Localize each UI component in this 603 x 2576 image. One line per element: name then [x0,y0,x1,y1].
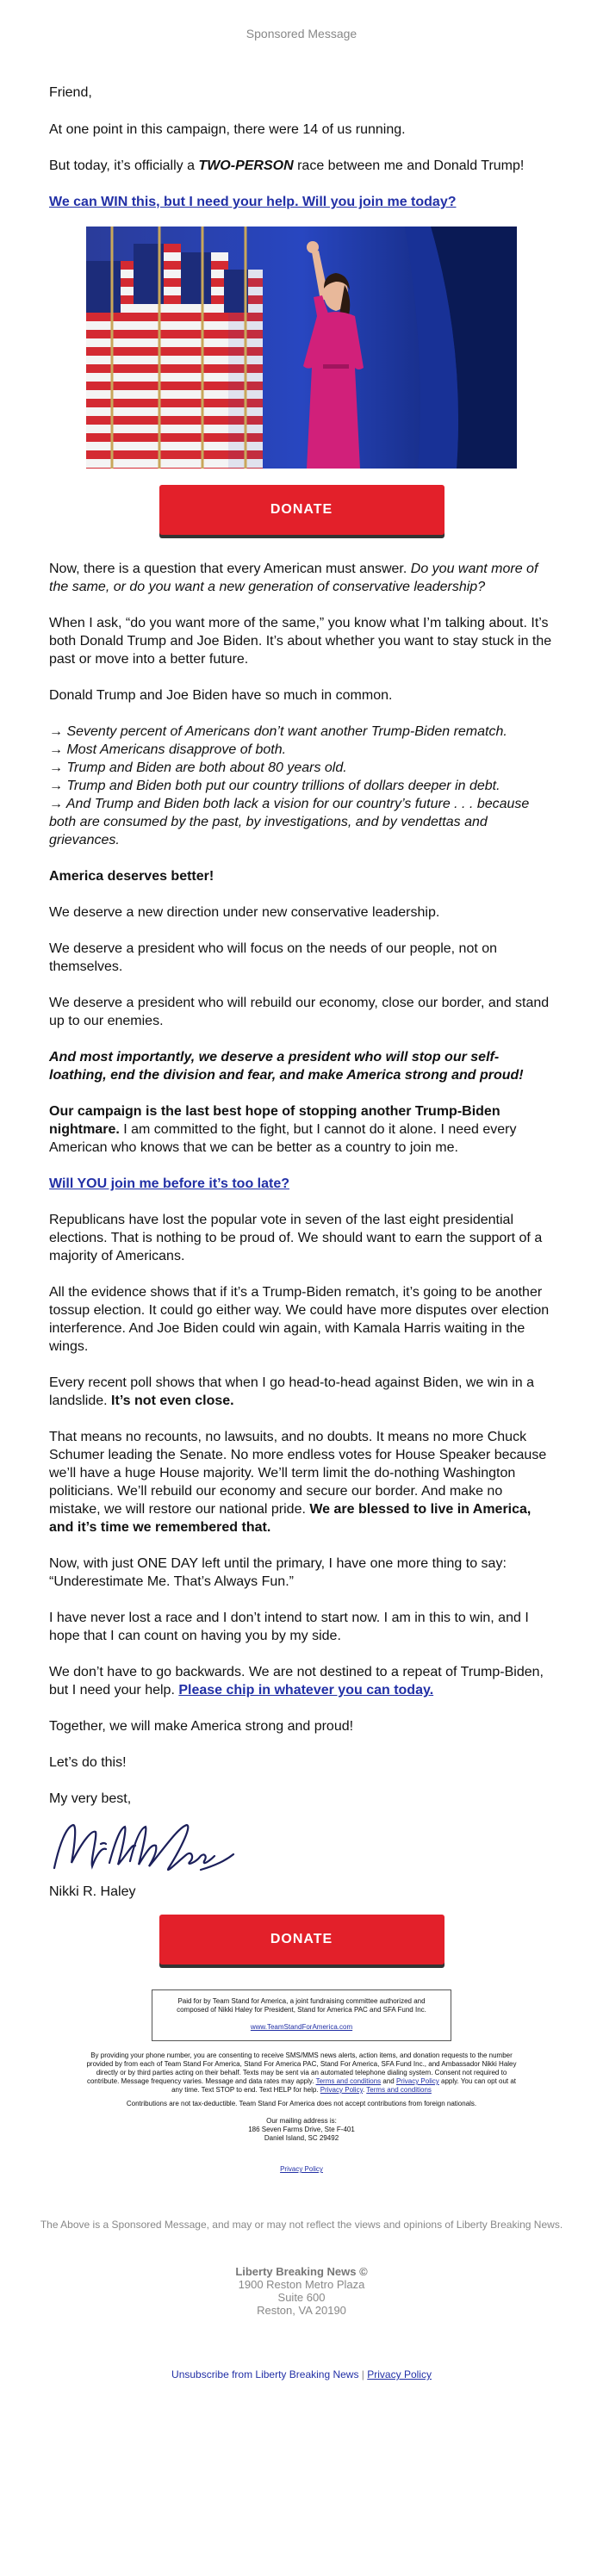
contributions-note: Contributions are not tax-deductible. Team Stand For America does not accept contributions from foreign nationals. [126,2100,477,2107]
paragraph: Now, there is a question that every American must answer. Do you want more of the same, or do you want a new generation of conservative leadership? [49,562,538,594]
paragraph: We deserve a president who will focus on the needs of our people, not on themselves. [49,941,498,974]
mailing-address: Our mailing address is: 186 Seven Farms Drive, Ste F-401 Daniel Island, SC 29492 [248,2117,355,2142]
privacy-link[interactable]: Privacy Policy [320,2086,363,2094]
bullet-item: → And Trump and Biden both lack a vision for our country’s future . . . because both are consumed by the past, by investigations, and by vendettas and grievances. [49,797,530,847]
paid-for-box [152,1989,451,2041]
privacy-policy-link[interactable]: Privacy Policy [280,2165,323,2173]
paragraph: All the evidence shows that if it’s a Trump-Biden rematch, it’s going to be another tossup election. It could go either way. We could have more disputes over election interference. And Joe Biden could win again, with Kamala Harris waiting in the wings. [49,1285,550,1354]
donate-button[interactable]: DONATE [159,1915,444,1965]
signature-name: Nikki R. Haley [49,1884,136,1899]
bullet-item: → Trump and Biden are both about 80 years old. [49,760,347,775]
paid-for-link[interactable]: www.TeamStandForAmerica.com [250,2023,353,2031]
terms-link[interactable]: Terms and conditions [366,2086,432,2094]
paragraph: Republicans have lost the popular vote in seven of the last eight presidential elections. That is nothing to be proud of. We should want to earn the support of a majority of Americans. [49,1213,543,1263]
company-address-line: Suite 600 [277,2291,326,2304]
privacy-link[interactable]: Privacy Policy [395,2077,439,2085]
paragraph: Donald Trump and Joe Biden have so much in common. [49,688,393,703]
footer-privacy-link[interactable]: Privacy Policy [367,2368,432,2380]
consent-text: By providing your phone number, you are consenting to receive SMS/MMS news alerts, action items, and donation requests to the number provided by from each of Team Stand For America, Stand For America PAC, Stand For America, SFA Fund Inc., and Ambassador Nikki Haley directly or by third parties acting on their behalf. Texts may be sent via an automated telephone dialing system. Consent not required to contribute. Message frequency varies. Message and data rates may apply. Terms and conditions and Privacy Policy apply. You can opt out at any time. Text STOP to end. Text HELP for help. Privacy Policy. Terms and conditions [86,2051,517,2094]
donate-button[interactable]: DONATE [159,485,444,535]
paragraph: Let’s do this! [49,1755,127,1770]
haley-stage-photo [86,227,517,469]
company-address-line: 1900 Reston Metro Plaza [238,2278,365,2291]
join-link[interactable]: Will YOU join me before it’s too late? [49,1176,289,1191]
paragraph: But today, it’s officially a TWO-PERSON race between me and Donald Trump! [49,158,525,173]
paragraph: Now, with just ONE DAY left until the primary, I have one more thing to say: “Underestimate Me. That’s Always Fun.” [49,1556,507,1589]
join-link[interactable]: We can WIN this, but I need your help. Will you join me today? [49,195,457,209]
paragraph: America deserves better! [49,869,214,884]
terms-link[interactable]: Terms and conditions [315,2077,382,2085]
paragraph: We don’t have to go backwards. We are not destined to a repeat of Trump-Biden, but I need your help. Please chip in whatever you can today. [49,1665,544,1698]
chip-in-link[interactable]: Please chip in whatever you can today. [178,1683,434,1698]
signature [49,1818,554,1883]
paragraph: That means no recounts, no lawsuits, and no doubts. It means no more Chuck Schumer leading the Senate. No more endless votes for House Speaker because we’ll have a huge House majority. We’ll term limit the do-nothing Washington politicians. We’ll rebuild our economy and secure our border. And make no mistake, we will restore our national pride. We are blessed to live in America, and it’s time we remembered that. [49,1430,547,1535]
bullet-item: → Trump and Biden both put our country trillions of dollars deeper in debt. [49,779,500,793]
paragraph: And most importantly, we deserve a president who will stop our self-loathing, end the division and fear, and make America strong and proud! [49,1050,524,1083]
greeting: Friend, [49,85,92,100]
closing: My very best, [49,1791,132,1806]
paragraph: Every recent poll shows that when I go head-to-head against Biden, we win in a landslide. It’s not even close. [49,1375,534,1408]
paid-for-text: Paid for by Team Stand for America, a joint fundraising committee authorized and composed of Nikki Haley for President, Stand for America PAC and SFA Fund Inc. [177,1997,426,2014]
paragraph: We deserve a new direction under new conservative leadership. [49,905,440,920]
email-body [0,46,603,2174]
hero-image[interactable] [86,227,517,469]
bullet-item: → Most Americans disapprove of both. [49,742,287,757]
paragraph: I have never lost a race and I don’t intend to start now. I am in this to win, and I hope that I can count on having you by my side. [49,1611,529,1643]
company-address-line: Reston, VA 20190 [257,2304,346,2317]
bullet-item: → Seventy percent of Americans don’t want another Trump-Biden rematch. [49,724,507,739]
unsubscribe-link[interactable]: Unsubscribe from Liberty Breaking News [171,2368,359,2380]
paragraph: Together, we will make America strong and proud! [49,1719,354,1734]
footer: The Above is a Sponsored Message, and may or may not reflect the views and opinions of Liberty Breaking News. Liberty Breaking News © 1900 Reston Metro Plaza Suite 600 Reston, VA 20190 Unsubscribe from Liberty Breaking News | Privacy Policy [0,2219,603,2380]
sponsored-label: Sponsored Message [246,27,357,40]
paragraph: We deserve a president who will rebuild our economy, close our border, and stand up to our enemies. [49,996,550,1028]
company-name: Liberty Breaking News © [235,2265,368,2278]
paragraph: Our campaign is the last best hope of stopping another Trump-Biden nightmare. I am committed to the fight, but I cannot do it alone. I need every American who knows that we can be better as a country to join me. [49,1104,517,1155]
sponsored-notice: The Above is a Sponsored Message, and may or may not reflect the views and opinions of Liberty Breaking News. [40,2219,563,2231]
paragraph: When I ask, “do you want more of the same,” you know what I’m talking about. It’s both Donald Trump and Joe Biden. It’s about whether you want to stay stuck in the past or move into a better future. [49,616,552,667]
paragraph: At one point in this campaign, there were 14 of us running. [49,122,406,137]
